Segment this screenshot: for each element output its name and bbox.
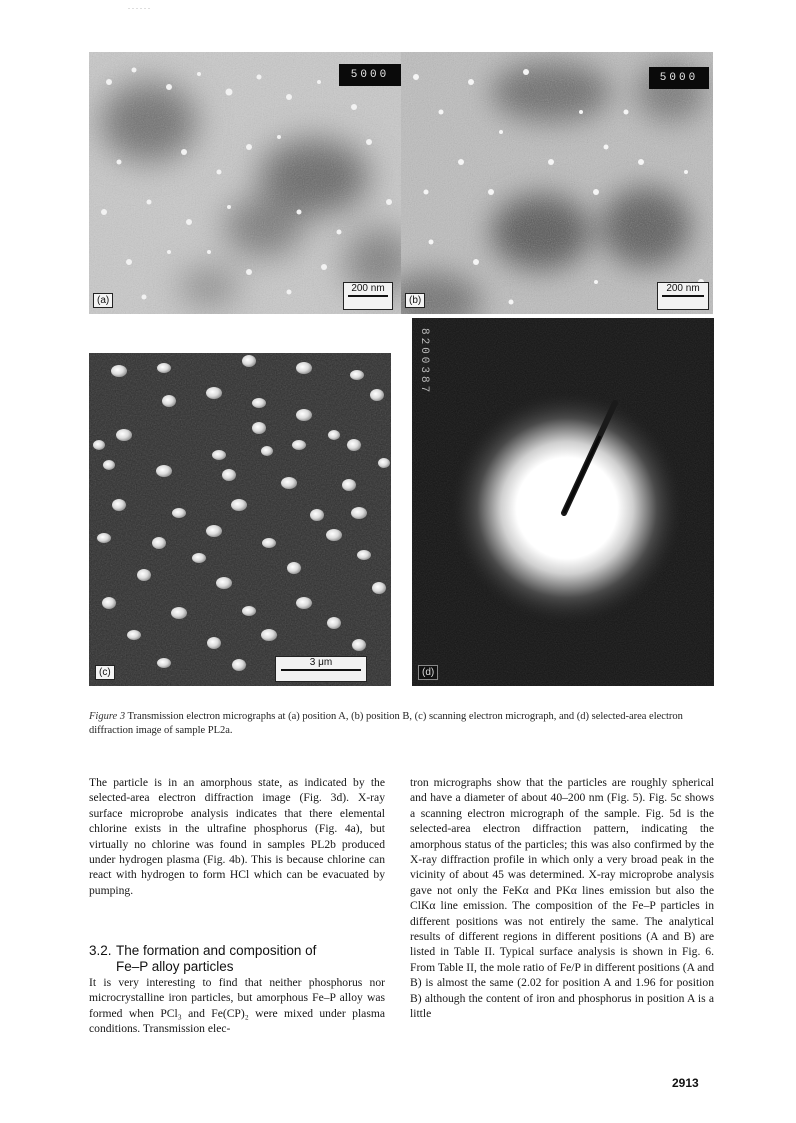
- magnification-label-a: 5000: [339, 64, 401, 86]
- diffraction-panel-d: [412, 318, 714, 686]
- micrograph-panel-a: [89, 52, 401, 314]
- section-title-line-2: Fe–P alloy particles: [116, 959, 234, 974]
- scale-bar-a-line: [348, 295, 388, 297]
- scale-bar-b-line: [662, 295, 704, 297]
- scale-bar-c-line: [281, 669, 361, 671]
- panel-label-c: (c): [95, 665, 115, 680]
- micrograph-c-image: [89, 353, 391, 686]
- panel-label-d: (d): [418, 665, 438, 680]
- figure-caption-text: Transmission electron micrographs at (a) position A, (b) position B, (c) scanning electron micrograph, and (d) selected-area electron diffraction image of sample PL2a.: [89, 711, 683, 736]
- scale-bar-c: [275, 656, 367, 682]
- panel-label-a: (a): [93, 293, 113, 308]
- micrograph-a-image: [89, 52, 401, 314]
- scale-bar-b-text: 200 nm: [666, 283, 700, 294]
- magnification-label-b: 5000: [649, 67, 709, 89]
- micrograph-panel-b: [401, 52, 713, 314]
- scale-bar-c-text: 3 μm: [309, 657, 333, 668]
- diffraction-d-image: [412, 318, 714, 686]
- section-heading: [89, 943, 389, 975]
- left-column-para1: [89, 775, 385, 898]
- scale-bar-a: [343, 282, 393, 310]
- page-top-mark: ......: [128, 2, 152, 11]
- micrograph-b-image: [401, 52, 713, 314]
- paragraph-1: The particle is in an amorphous state, as indicated by the selected-area electron diffraction image (Fig. 3d). X-ray surface microprobe analysis indicates that there elemental chlorine exists in the ultrafine phosphorus (Fig. 4a), but virtually no chlorine was found in samples PL2b produced under hydrogen plasma (Fig. 4b). This is because chlorine can react with hydrogen to form HCl which can be evacuated by pumping.: [89, 776, 385, 897]
- paragraph-3: tron micrographs show that the particles are roughly spherical and have a diameter of about 40–200 nm (Fig. 5). Fig. 5c shows a scanning electron micrograph of the sample. Fig. 5d is the selected-area electron diffraction pattern, indicating the amorphous status of the particles; this was also confirmed by the X-ray diffraction profile in which only a very broad peak in the vicinity of about 45 was determined. X-ray microprobe analysis gave not only the FeKα and PKα lines emission but also the ClKα line emission. The composition of the Fe–P particles in different positions was not entirely the same. The analytical results of different regions in different positions (A and B) are listed in Table II. Typical surface analysis is shown in Fig. 6. From Table II, the mole ratio of Fe/P in different positions (A and B) is almost the same (2.02 for position A and 1.96 for position B) although the content of iron and phosphorus in position A is a little: [410, 776, 714, 1021]
- paragraph-2: It is very interesting to find that neither phosphorus nor microcrystalline iron particles, but amorphous Fe–P alloy was formed when PCl₃ and Fe(CP)₂ were mixed under plasma conditions. Transmission elec-: [89, 976, 385, 1036]
- right-column: [410, 775, 714, 1022]
- plate-number-d: 8200387: [418, 328, 430, 396]
- page-number: 2913: [672, 1076, 699, 1090]
- left-column-para2: [89, 975, 385, 1037]
- figure-caption-label: Figure 3: [89, 711, 126, 722]
- figure-caption: [89, 710, 715, 738]
- scale-bar-a-text: 200 nm: [351, 283, 385, 294]
- section-title-line-1: The formation and composition of: [116, 943, 317, 958]
- section-number: 3.2.: [89, 943, 112, 958]
- scale-bar-b: [657, 282, 709, 310]
- panel-label-b: (b): [405, 293, 425, 308]
- micrograph-panel-c: [89, 353, 391, 686]
